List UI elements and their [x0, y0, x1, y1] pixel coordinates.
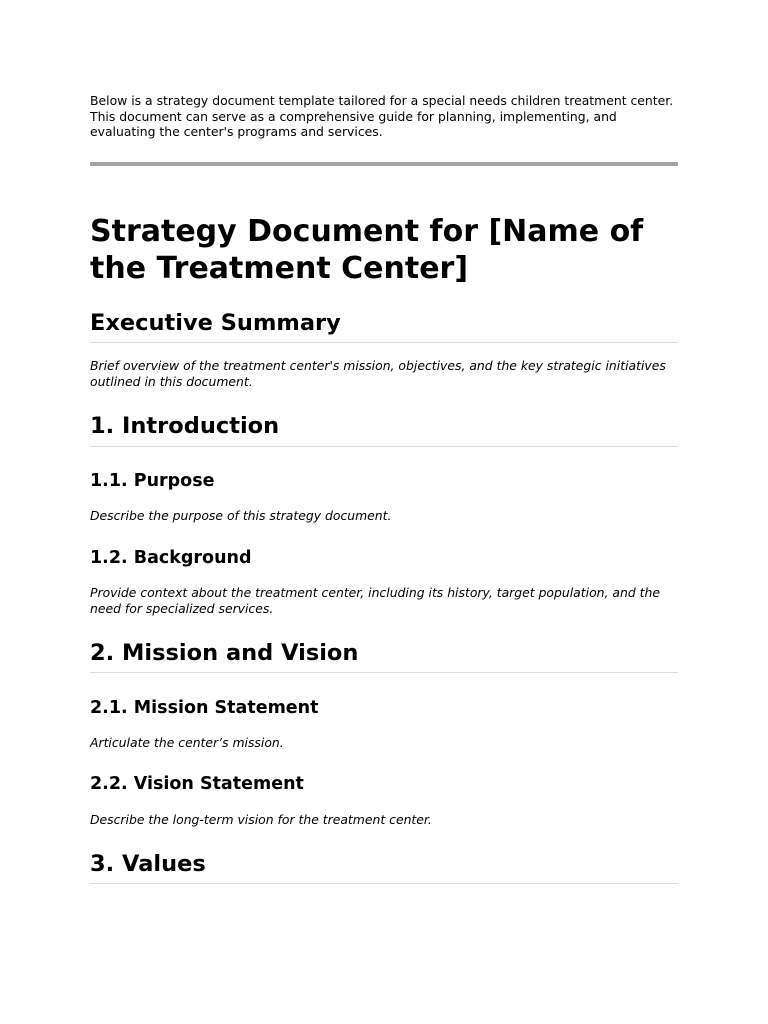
introduction-heading: 1. Introduction	[90, 413, 280, 439]
heading-underline	[90, 883, 678, 884]
heading-underline	[90, 446, 678, 447]
executive-summary-heading: Executive Summary	[90, 310, 341, 336]
background-text: Provide context about the treatment center, including its history, target population, and the need for specialized services.	[90, 585, 660, 616]
intro-paragraph: Below is a strategy document template tailored for a special needs children treatment center. This document can serve as a comprehensive guide for planning, implementing, and evaluating the center's programs and services.	[90, 93, 674, 140]
mission-statement-text: Articulate the center’s mission.	[90, 735, 284, 750]
mission-statement-heading: 2.1. Mission Statement	[90, 698, 319, 718]
document-title: Strategy Document for [Name of the Treatment Center]	[90, 214, 644, 286]
values-heading: 3. Values	[90, 851, 206, 877]
heading-underline	[90, 342, 678, 343]
background-heading: 1.2. Background	[90, 548, 252, 568]
vision-statement-text: Describe the long-term vision for the treatment center.	[90, 812, 432, 827]
vision-statement-heading: 2.2. Vision Statement	[90, 774, 304, 794]
purpose-text: Describe the purpose of this strategy document.	[90, 508, 392, 523]
mission-vision-heading: 2. Mission and Vision	[90, 640, 359, 666]
purpose-heading: 1.1. Purpose	[90, 471, 215, 491]
executive-summary-text: Brief overview of the treatment center's mission, objectives, and the key strategic initiatives outlined in this document.	[90, 358, 666, 389]
section-divider	[90, 162, 678, 166]
heading-underline	[90, 672, 678, 673]
